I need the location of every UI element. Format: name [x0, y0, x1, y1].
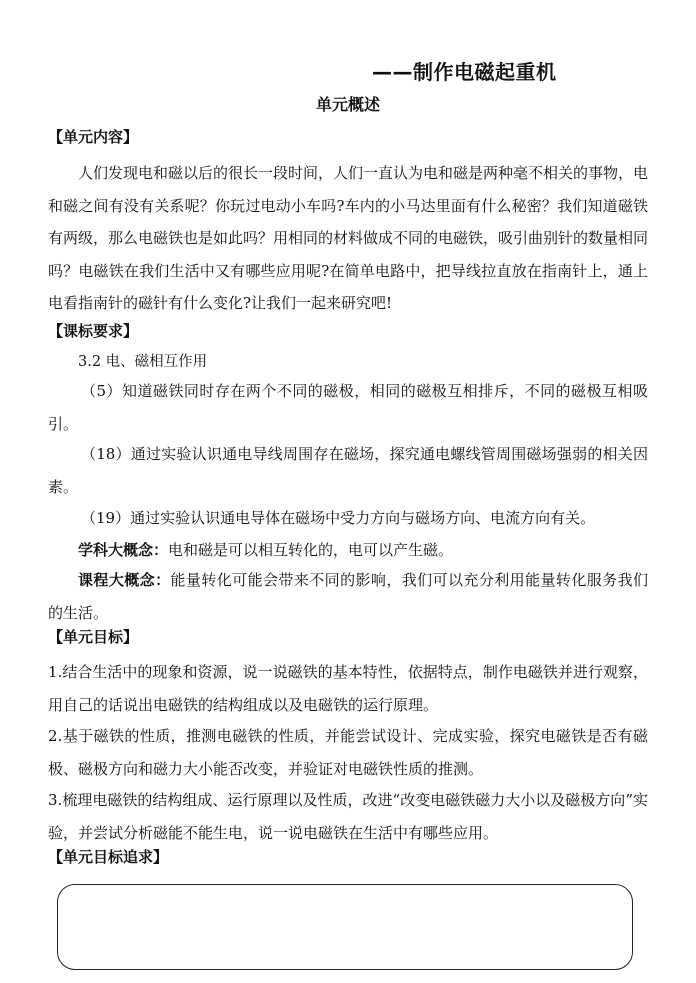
goal-pursuit-box: [57, 884, 633, 970]
standard-item-18: （18）通过实验认识通电导线周围存在磁场，探究通电螺线管周围磁场强弱的相关因素。: [48, 445, 648, 496]
content-paragraph: 人们发现电和磁以后的很长一段时间，人们一直认为电和磁是两种毫不相关的事物，电和磁之间有没有关系呢？你玩过电动小车吗?车内的小马达里面有什么秘密？我们知道磁铁有两级，那么电磁铁也是如此吗？用相同的材料做成不同的电磁铁，吸引曲别针的数量相同吗？电磁铁在我们生活中又有哪些应用呢?在简单电路中，把导线拉直放在指南针上，通上电看指南针的磁针有什么变化?让我们一起来研究吧!: [48, 164, 649, 312]
document-subtitle: ——制作电磁起重机: [372, 60, 557, 84]
course-concept-label: 课程大概念：: [78, 571, 171, 589]
course-concept: [48, 564, 648, 629]
goal-3: 3.梳理电磁铁的结构组成、运行原理以及性质，改进“改变电磁铁磁力大小以及磁极方向”实验，并尝试分析磁能不能生电，说一说电磁铁在生活中有哪些应用。: [48, 791, 648, 842]
section-heading-goals: 【单元目标】: [48, 628, 139, 646]
goal-1: 1.结合生活中的现象和资源，说一说磁铁的基本特性，依据特点，制作电磁铁并进行观察，用自己的话说出电磁铁的结构组成以及电磁铁的运行原理。: [48, 663, 648, 714]
goal-2: 2.基于磁铁的性质，推测电磁铁的性质，并能尝试设计、完成实验，探究电磁铁是否有磁极、磁极方向和磁力大小能否改变，并验证对电磁铁性质的推测。: [48, 727, 648, 778]
subject-concept-label: 学科大概念：: [78, 541, 169, 559]
page-title: 单元概述: [315, 95, 380, 114]
section-heading-standards: 【课标要求】: [48, 322, 139, 340]
standard-item-3-2: 3.2 电、磁相互作用: [78, 354, 208, 370]
course-concept-text: 能量转化可能会带来不同的影响，我们可以充分利用能量转化服务我们的生活。: [48, 571, 648, 622]
section-heading-content: 【单元内容】: [48, 128, 139, 146]
section-heading-pursuit: 【单元目标追求】: [48, 848, 169, 866]
standard-item-5: （5）知道磁铁同时存在两个不同的磁极，相同的磁极互相排斥，不同的磁极互相吸引。: [48, 382, 648, 433]
subject-concept-text: 电和磁是可以相互转化的，电可以产生磁。: [168, 541, 454, 559]
subject-concept: [48, 534, 648, 567]
standard-item-19: （19）通过实验认识通电导体在磁场中受力方向与磁场方向、电流方向有关。: [81, 509, 596, 527]
